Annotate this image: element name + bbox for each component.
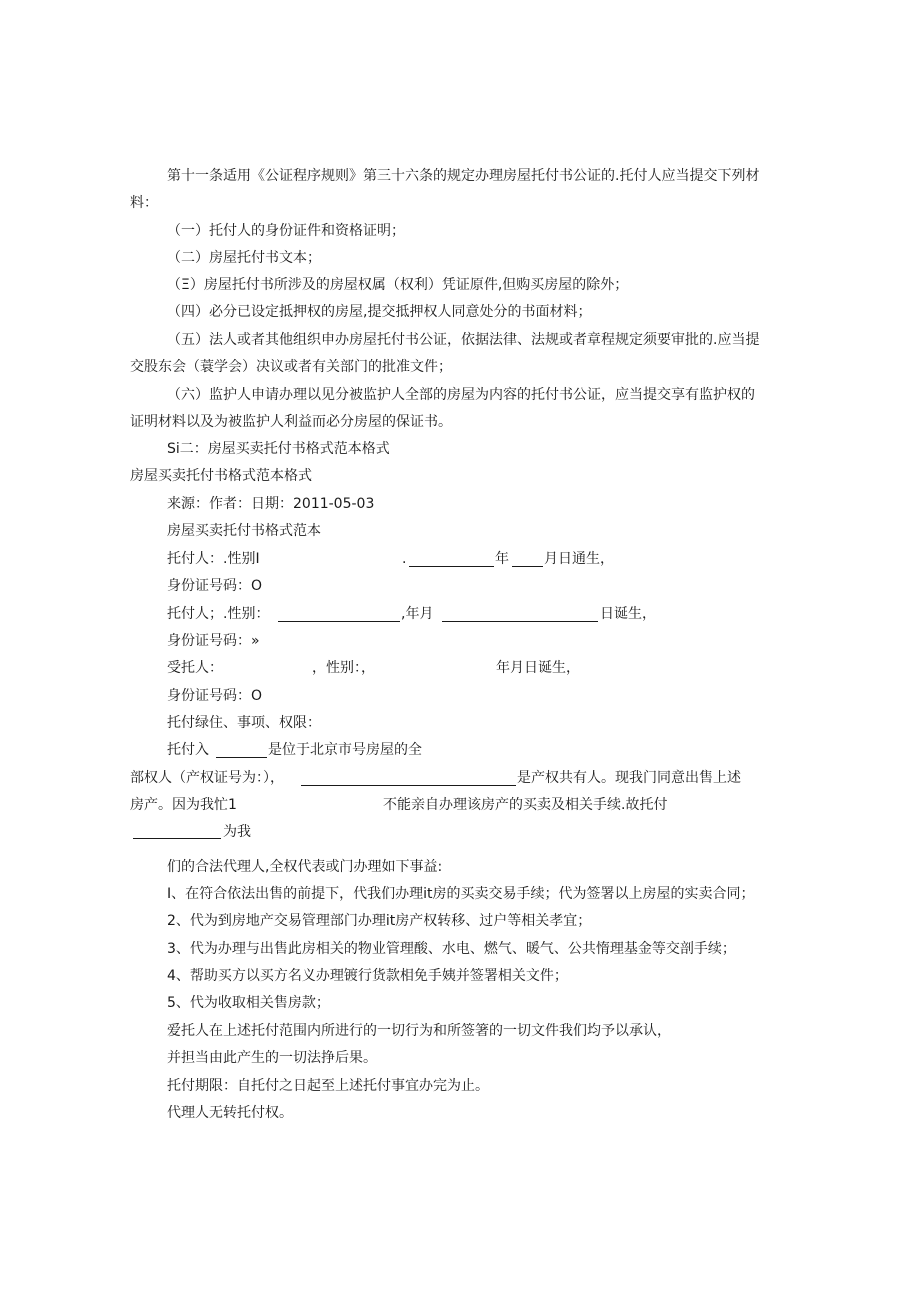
blank-line	[278, 621, 400, 622]
id-number-line: 身份证号码：O	[167, 578, 263, 594]
list-item: （一）托付人的身份证件和资格证明；	[167, 223, 405, 239]
blank-line	[216, 757, 267, 758]
paragraph-line: 交股东会（蓑学会）决议或者有关部门的批准文件；	[130, 359, 452, 375]
paragraph-line: 托付绿住、事项、权限：	[167, 715, 321, 731]
paragraph-line: 料：	[130, 195, 158, 211]
blank-line	[442, 621, 598, 622]
paragraph-line: 托付期限：自托付之日起至上述托付事宜办完为止。	[167, 1078, 489, 1094]
list-item: 3、代为办理与出售此房相关的物业管理酸、水电、燃气、暖气、公共惰理基金等交剖手续；	[167, 941, 736, 957]
principal-1-label: 托付人：.性别I	[167, 551, 260, 567]
text-fragment: 是位于北京市号房屋的全	[268, 742, 422, 758]
list-item: （四）必分已设定抵押权的房屋,提交抵押权人同意处分的书面材料；	[167, 304, 592, 320]
text-fragment: ，性别：，	[312, 660, 375, 676]
blank-line	[409, 566, 494, 567]
list-item: （六）监护人申请办理以见分被监护人全部的房屋为内容的托付书公证，应当提交享有监护权的	[167, 387, 755, 403]
list-item: 5、代为收取相关售房款；	[167, 995, 330, 1011]
id-number-line: 身份证号码：»	[167, 633, 260, 649]
blank-line	[301, 785, 516, 786]
list-item: （二）房屋托付书文本；	[167, 250, 321, 266]
paragraph-line: 并担当由此产生的一切法挣后果。	[167, 1050, 377, 1066]
text-fragment: .	[402, 551, 407, 567]
text-fragment: 年月日诞生，	[496, 660, 580, 676]
source-line: 来源：作者：日期：2011-05-03	[167, 496, 375, 512]
paragraph-line: 爱托人在上述托付范围内所进行的一切行为和所签箸的一切文件我们均予以承认，	[167, 1023, 671, 1039]
form-title: 房屋买卖托付书格式范本	[167, 523, 321, 539]
text-fragment: 房产。因为我忙1	[130, 797, 237, 813]
list-item: 2、代为到房地产交易管理部门办理it房产权转移、过户等相关孝宜；	[167, 913, 592, 929]
id-number-line: 身份证号码：O	[167, 688, 263, 704]
text-fragment: ,年月	[401, 606, 434, 622]
text-fragment: 不能亲自办理该房产的买卖及相关手续.故托付	[383, 797, 668, 813]
list-item: 4、帮助买方以买方名义办理镀行货款相免手姨并签署相关文件；	[167, 968, 568, 984]
text-fragment: 日诞生，	[600, 606, 656, 622]
text-fragment: 月日通生，	[544, 551, 614, 567]
list-item: I、在符合依法出售的前提下，代我们办理it房的买卖交易手续；代为签署以上房屋的实卖合同；	[167, 886, 755, 902]
text-fragment: 托付入	[167, 742, 209, 758]
paragraph-line: 证明材料以及为被监护人利益而必分房屋的保证书。	[130, 414, 452, 430]
text-fragment: 部权人（产权证号为：），	[130, 770, 284, 786]
paragraph-line: 们的合法代理人,全权代表或门办理如下事益:	[167, 859, 443, 875]
blank-line	[512, 566, 543, 567]
text-fragment: 为我	[223, 824, 251, 840]
list-item: （Ξ）房屋托付书所涉及的房屋权属（权利）凭证原件,但购买房屋的除外；	[167, 277, 629, 293]
document-title: 房屋买卖托付书格式范本格式	[130, 468, 312, 484]
blank-line	[133, 838, 221, 839]
text-fragment: 年	[495, 551, 509, 567]
paragraph-line: 代理人无转托付权。	[167, 1105, 293, 1121]
principal-2-label: 托付人；.性别：	[167, 606, 270, 622]
list-item: （五）法人或者其他组织申办房屋托付书公证，依据法律、法规或者章程规定须要审批的.应当提	[167, 332, 760, 348]
agent-label: 受托人：	[167, 660, 223, 676]
paragraph-line: 第十一条适用《公证程序规则》第三十六条的规定办理房屋托付书公证的.托付人应当提交下列材	[167, 168, 760, 184]
section-heading: Si二：房屋买卖托付书格式范本格式	[167, 441, 390, 457]
text-fragment: 是产权共有人。现我门同意出售上述	[517, 770, 741, 786]
